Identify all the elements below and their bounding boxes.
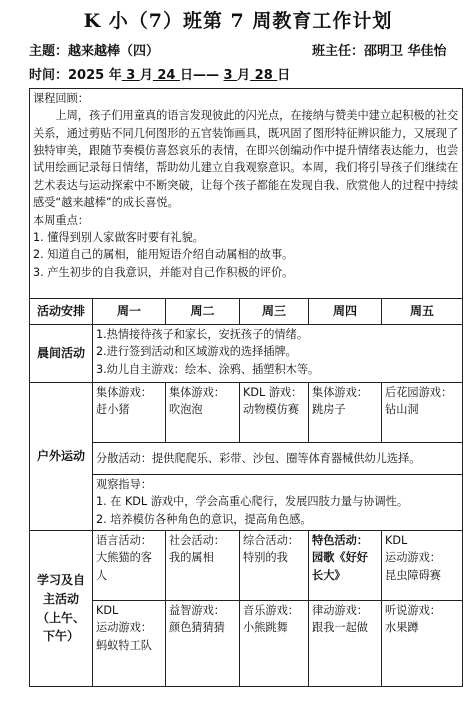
page-title: K 小（7）班第 7 周教育工作计划	[83, 10, 393, 32]
outdoor-game-cell	[93, 383, 166, 443]
learning-cell	[93, 601, 166, 687]
day-header: 周四	[309, 299, 382, 325]
outdoor-label: 户外运动	[30, 383, 93, 531]
activity-type: 社会活动：	[169, 534, 225, 547]
plan-table	[29, 88, 463, 687]
game-type: 集体游戏：	[312, 386, 368, 399]
activity-name: 园歌《好好长大》	[312, 551, 368, 582]
activity-name: 颜色猜猜猜	[169, 621, 225, 635]
learning-cell	[309, 531, 382, 601]
learning-cell	[166, 601, 240, 687]
day-header: 周一	[93, 299, 166, 325]
time-day-dash: 日——	[180, 68, 224, 83]
activity-name: 我的属相	[169, 551, 214, 565]
game-name: 吹泡泡	[169, 403, 203, 417]
day-header: 周三	[240, 299, 309, 325]
activity-name: 水果蹲	[385, 621, 419, 635]
game-type: 集体游戏：	[96, 386, 152, 399]
morning-label: 晨间活动	[30, 325, 93, 383]
game-name: 钻山洞	[385, 403, 419, 417]
activity-type: 综合活动：	[243, 534, 299, 547]
game-name: 跳房子	[312, 403, 346, 417]
time-start-day: 24	[152, 68, 181, 83]
outdoor-game-cell	[382, 383, 463, 443]
activity-type: 运动游戏：	[96, 621, 152, 635]
learning-cell	[382, 531, 463, 601]
focus-point: 1. 懂得到别人家做客时要有礼貌。	[33, 230, 204, 244]
learning-cell	[166, 531, 240, 601]
focus-heading: 本周重点：	[33, 213, 89, 227]
observe-cell	[93, 475, 463, 531]
activity-name: 小熊跳舞	[243, 621, 288, 635]
learning-cell	[240, 601, 309, 687]
review-heading: 课程回顾：	[33, 92, 89, 105]
outdoor-game-cell	[240, 383, 309, 443]
focus-point: 3. 产生初步的自我意识，并能对自己作积极的评价。	[33, 265, 294, 279]
learning-cell	[93, 531, 166, 601]
activity-name: 大熊猫的客人	[96, 551, 152, 582]
observe-heading: 观察指导：	[96, 478, 152, 491]
activity-type: 律动游戏：	[312, 604, 368, 617]
game-type: 后花园游戏：	[385, 386, 453, 399]
game-name: 动物模仿赛	[243, 403, 299, 417]
time-month-char-1: 月	[139, 68, 153, 83]
time-year: 2025 年	[68, 68, 122, 83]
outdoor-game-cell	[309, 383, 382, 443]
activity-name: 跟我一起做	[312, 621, 368, 635]
morning-cell	[93, 325, 463, 383]
observe-item: 2. 培养模仿各种角色的意识，提高角色感。	[96, 512, 312, 526]
game-type: 集体游戏：	[169, 386, 225, 399]
day-header: 周五	[382, 299, 463, 325]
time-end-month: 3	[223, 68, 238, 83]
focus-point: 2. 知道自己的属相，能用短语介绍自动属相的故事。	[33, 248, 294, 262]
learning-label: 学习及自主活动（上午、下午）	[30, 531, 93, 687]
learning-cell	[309, 601, 382, 687]
activity-name: 蚂蚁特工队	[96, 638, 152, 652]
learning-cell	[382, 601, 463, 687]
course-review-cell	[30, 89, 463, 299]
time-start-month: 3	[121, 68, 140, 83]
scatter-activity: 分散活动：提供爬爬乐、彩带、沙包、圈等体育器械供幼儿选择。	[93, 443, 463, 475]
outdoor-game-cell	[166, 383, 240, 443]
activity-type: 语言活动：	[96, 534, 152, 547]
time-prefix: 时间：	[29, 68, 69, 83]
theme-label: 主题：越来越棒（四）	[29, 44, 160, 59]
activity-type: 运动游戏：	[385, 551, 441, 565]
time-end-day: 28	[250, 68, 278, 83]
activity-tag: KDL	[385, 534, 408, 547]
game-type: KDL 游戏：	[243, 386, 303, 399]
learning-cell	[240, 531, 309, 601]
teachers-label: 班主任：邵明卫 华佳怡	[312, 44, 447, 59]
day-header: 周二	[166, 299, 240, 325]
time-line	[29, 64, 290, 83]
review-body: 上周，孩子们用童真的语言发现彼此的闪光点，在接纳与赞美中建立起积极的社交关系，通过剪贴不同几何图形的五官装饰画具，既巩固了图形特征辨识能力，又展现了独特审美，跟随节奏模仿喜怒哀乐的表情，在即兴创编动作中提升情绪表达能力，也尝试用绘画记录每日情绪，帮助幼儿建立自我观察意识。本周，我们将引导孩子们继续在艺术表达与运动探索中不断突破，让每个孩子都能在发现自我、欣赏他人的过程中持续感受“越来越棒”的成长喜悦。	[33, 109, 459, 210]
activity-type: 听说游戏：	[385, 604, 441, 617]
activity-tag: KDL	[96, 604, 119, 617]
time-month-char-2: 月	[237, 68, 251, 83]
activity-type: 音乐游戏：	[243, 604, 299, 617]
game-name: 赶小猪	[96, 403, 130, 417]
activity-type: 特色活动：	[312, 534, 368, 547]
morning-item: 2.进行签到活动和区域游戏的选择插牌。	[96, 345, 297, 359]
morning-item: 3.幼儿自主游戏：绘本、涂鸦、插塑积木等。	[96, 362, 320, 376]
observe-item: 1. 在 KDL 游戏中，学会高重心爬行，发展四肢力量与协调性。	[96, 495, 409, 509]
time-day-char: 日	[277, 68, 291, 83]
activity-name: 昆虫障碍赛	[385, 568, 441, 582]
schedule-corner: 活动安排	[30, 299, 93, 325]
activity-name: 特别的我	[243, 551, 288, 565]
activity-type: 益智游戏：	[169, 604, 225, 617]
morning-item: 1.热情接待孩子和家长，安抚孩子的情绪。	[96, 328, 309, 341]
